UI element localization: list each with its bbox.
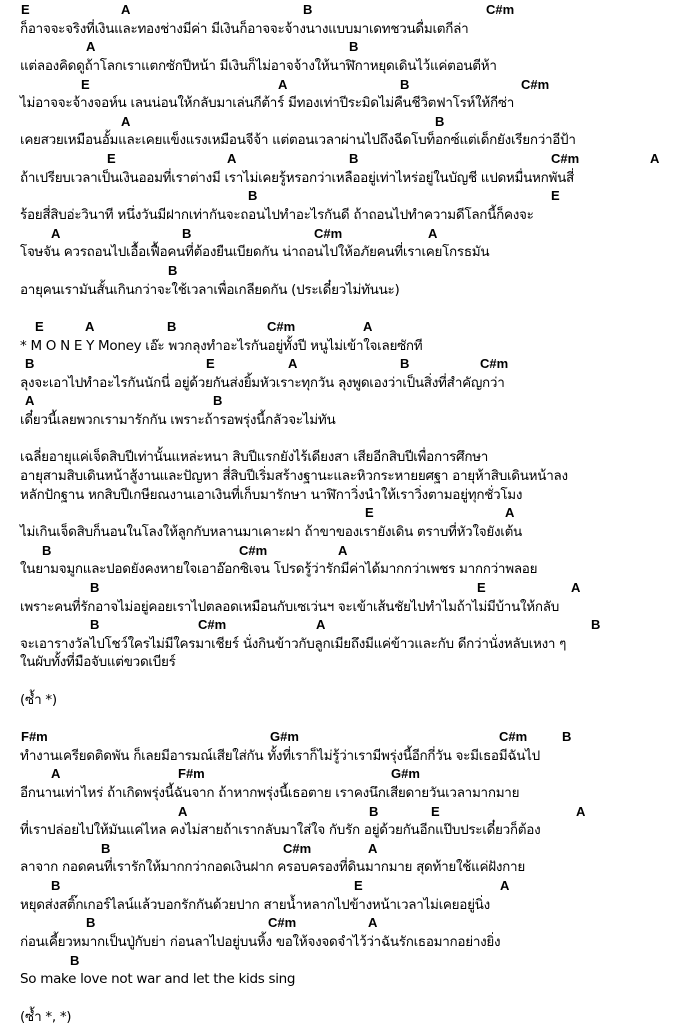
chord-symbol: A bbox=[121, 2, 131, 17]
chord-line bbox=[0, 262, 680, 281]
chord-symbol: B bbox=[562, 728, 572, 744]
chord-symbol: C#m bbox=[198, 617, 227, 633]
chord-line bbox=[0, 765, 680, 784]
chord-symbol: C#m bbox=[239, 542, 268, 558]
chord-line bbox=[0, 840, 680, 859]
lyric-line: So make love not war and let the kids sing bbox=[20, 971, 296, 988]
chord-symbol: F#m bbox=[178, 766, 205, 782]
chord-symbol: B bbox=[25, 356, 35, 372]
chord-symbol: C#m bbox=[314, 225, 343, 241]
chord-line bbox=[0, 914, 680, 933]
chord-symbol: A bbox=[363, 318, 373, 334]
lyric-line: ลุงจะเอาไปทำอะไรกันนักนี่ อยู่ด้วยกันส่งยิ้มหัวเราะทุกวัน ลุงพูดเองว่าเป็นสิ่งที่สำคัญกว่า bbox=[20, 374, 505, 391]
chord-symbol: E bbox=[431, 803, 440, 819]
chord-symbol: C#m bbox=[268, 915, 297, 931]
lyric-line: แต่ลองคิดดูถ้าโลกเราแตกซักปีหน้า มีเงินก็ไม่อาจจ้างให้นาฬิกาหยุดเดินไว้แค่ตอนตีห้า bbox=[20, 57, 497, 74]
lyric-line: เฉลี่ยอายุแค่เจ็ดสิบปีเท่านั้นแหล่ะหนา สิบปีแรกยังไร้เดียงสา เสียอีกสิบปีเพื่อการศึกษา bbox=[20, 449, 489, 466]
chord-symbol: A bbox=[505, 505, 515, 521]
chord-symbol: A bbox=[278, 76, 288, 92]
chord-symbol: E bbox=[354, 878, 363, 894]
chord-line bbox=[0, 504, 680, 523]
chord-line bbox=[0, 225, 680, 244]
blank-line bbox=[0, 299, 680, 318]
chord-line bbox=[0, 392, 680, 411]
chord-symbol: A bbox=[650, 151, 660, 167]
chord-symbol: E bbox=[365, 505, 374, 521]
chord-symbol: B bbox=[303, 2, 313, 17]
chord-symbol: G#m bbox=[391, 766, 420, 782]
chord-symbol: B bbox=[591, 617, 601, 633]
lyric-line: เพราะคนที่รักอาจไม่อยู่คอยเราไปตลอดเหมือนกับเซเว่นฯ จะเข้าเส้นชัยไปทำไมถ้าไม่มีบ้านให้กลับ bbox=[20, 598, 560, 615]
chord-line bbox=[0, 542, 680, 561]
lyric-line: ในผับทั้งที่มือจับแต่ขวดเบียร์ bbox=[20, 654, 176, 671]
chord-symbol: A bbox=[178, 803, 188, 819]
chord-symbol: B bbox=[349, 151, 359, 167]
chord-symbol: B bbox=[70, 952, 80, 968]
chord-symbol: B bbox=[400, 76, 410, 92]
lyric-line: หยุดส่งสติ๊กเกอร์ไลน์แล้วบอกรักกันด้วยปาก สายน้ำหลากไปข้างหน้าเวลาไม่เคยอยู่นิ่ง bbox=[20, 896, 490, 913]
blank-line bbox=[0, 430, 680, 449]
chord-symbol: A bbox=[85, 318, 95, 334]
chord-symbol: E bbox=[206, 356, 215, 372]
chord-symbol: B bbox=[168, 262, 178, 278]
chord-symbol: A bbox=[51, 225, 61, 241]
chord-symbol: A bbox=[86, 39, 96, 55]
chord-line bbox=[0, 616, 680, 635]
chord-line bbox=[0, 318, 680, 337]
chord-line bbox=[0, 579, 680, 598]
blank-line bbox=[0, 989, 680, 1008]
lyric-line: ก่อนเคี้ยวหมากเป็นปู่กับย่า ก่อนลาไปอยู่บนหิ้ง ขอให้จงจดจำไว้ว่าฉันรักเธอมากอย่างยิ่ง bbox=[20, 934, 501, 951]
chord-symbol: B bbox=[400, 356, 410, 372]
chord-symbol: A bbox=[316, 617, 326, 633]
chord-line bbox=[0, 355, 680, 374]
chord-symbol: C#m bbox=[480, 356, 509, 372]
chord-line bbox=[0, 952, 680, 971]
lyric-line: ไม่เกินเจ็ดสิบก็นอนในโลงให้ลูกกับหลานมาเคาะฝา ถ้าขาของเรายังเดิน ตราบที่หัวใจยังเต้น bbox=[20, 523, 522, 540]
lyric-line: เดี๋ยวนี้เลยพวกเรามารักกัน เพราะถ้ารอพรุ่งนี้กลัวจะไม่ทัน bbox=[20, 412, 336, 429]
blank-line bbox=[0, 709, 680, 728]
chord-symbol: A bbox=[288, 356, 298, 372]
chord-symbol: E bbox=[21, 2, 30, 17]
chord-symbol: A bbox=[571, 579, 581, 595]
chord-line bbox=[0, 113, 680, 132]
chord-symbol: A bbox=[51, 766, 61, 782]
chord-symbol: B bbox=[167, 318, 177, 334]
chord-symbol: B bbox=[51, 878, 61, 894]
chord-symbol: A bbox=[500, 878, 510, 894]
lyric-line: ไม่อาจจะจ้างจอห์น เลนน่อนให้กลับมาเล่นกีต้าร์ มีทองเท่าปีระมิดไม่คืนชีวิตฟาโรห์ให้กีซ่า bbox=[20, 95, 515, 112]
chord-symbol: C#m bbox=[499, 728, 528, 744]
chord-symbol: E bbox=[81, 76, 90, 92]
chord-symbol: B bbox=[369, 803, 379, 819]
chord-line bbox=[0, 187, 680, 206]
chord-symbol: B bbox=[248, 188, 258, 204]
lyric-line: ที่เราปล่อยไปให้มันแค่ไหล คงไม่สายถ้าเรากลับมาใส่ใจ กับรัก อยู่ด้วยกันอีกแป๊บประเดี๋ยวก็ต้อง bbox=[20, 822, 541, 839]
blank-line bbox=[0, 672, 680, 691]
lyric-line: ร้อยสี่สิบอ่ะวินาที หนึ่งวันมีฝากเท่ากันจะถอนไปทำอะไรกันดี ถ้าถอนไปทำความดีโลกนี้ก็คงจะ bbox=[20, 207, 534, 224]
chord-symbol: A bbox=[428, 225, 438, 241]
lyric-line: ก็อาจจะจริงที่เงินและทองช่างมีค่า มีเงินก็อาจจะจ้างนางแบบมาเดทชวนดื่มเตกีล่า bbox=[20, 20, 469, 37]
chord-line bbox=[0, 38, 680, 57]
chord-line bbox=[0, 76, 680, 95]
chord-symbol: C#m bbox=[283, 840, 312, 856]
chord-symbol: A bbox=[576, 803, 586, 819]
lyric-line: จะเอารางวัลไปโชว์ใครไม่มีใครมาเชียร์ นั่งกินข้าวกับลูกเมียถึงมีแค่ข้าวและกับ ดีกว่านั่งหลับเหงา ๆ bbox=[20, 635, 567, 652]
lyric-line: * M O N E Y Money เอ๊ะ พวกลุงทำอะไรกันอยู่ทั้งปี หนูไม่เข้าใจเลยซักที bbox=[20, 337, 423, 354]
chord-symbol: B bbox=[213, 393, 223, 409]
chord-symbol: B bbox=[90, 579, 100, 595]
chord-symbol: C#m bbox=[551, 151, 580, 167]
lyric-line: ลาจาก กอดคนที่เรารักให้มากกว่ากอดเงินฝาก ครอบครองที่ดินมากมาย สุดท้ายใช้แค่ฝังกาย bbox=[20, 859, 525, 876]
chord-line bbox=[0, 877, 680, 896]
lyric-line: หลักปักฐาน หกสิบปีเกษียณงานเอาเงินที่เก็บมารักษา นาฬิกาวิ่งนำให้เราวิ่งตามอยู่ทุกชั่วโมง bbox=[20, 486, 523, 503]
chord-symbol: B bbox=[101, 840, 111, 856]
chord-symbol: A bbox=[368, 915, 378, 931]
lyric-line: อีกนานเท่าไหร่ ถ้าเกิดพรุ่งนี้ฉันจาก ถ้าหากพรุ่งนี้เธอตาย เราคงนึกเสียดายวันเวลามากมาย bbox=[20, 784, 520, 801]
chord-symbol: B bbox=[42, 542, 52, 558]
chord-line bbox=[0, 728, 680, 747]
chord-symbol: E bbox=[551, 188, 560, 204]
chord-symbol: E bbox=[477, 579, 486, 595]
chord-symbol: F#m bbox=[21, 728, 48, 744]
lyric-line: ถ้าเปรียบเวลาเป็นเงินออมที่เราต่างมี เราไม่เคยรู้หรอกว่าเหลืออยู่เท่าไหร่อยู่ในบัญชี แปดหมื่นหกพันสี่ bbox=[20, 169, 574, 186]
chord-sheet bbox=[0, 1, 680, 1026]
chord-symbol: A bbox=[338, 542, 348, 558]
chord-symbol: C#m bbox=[267, 318, 296, 334]
chord-symbol: A bbox=[227, 151, 237, 167]
lyric-line: โจษจัน ควรถอนไปเอื้อเฟื้อคนที่ต้องยืนเบียดกัน น่าถอนไปให้อภัยคนที่เราเคยโกรธมัน bbox=[20, 244, 490, 261]
chord-symbol: E bbox=[35, 318, 44, 334]
lyric-line: อายุสามสิบเดินหน้าสู้งานและปัญหา สี่สิบปีเริ่มสร้างฐานะและหิวกระหายยศฐา อายุห้าสิบเดินหน้าลง bbox=[20, 468, 568, 485]
chord-symbol: B bbox=[349, 39, 359, 55]
lyric-line: อายุคนเรามันสั้นเกินกว่าจะใช้เวลาเพื่อเกลียดกัน (ประเดี๋ยวไม่ทันนะ) bbox=[20, 281, 400, 298]
lyric-line: ในยามจมูกและปอดยังคงหายใจเอาอ๊อกซิเจน โปรดรู้ว่ารักมีค่าได้มากกว่าเพชร มากกว่าพลอย bbox=[20, 561, 538, 578]
lyric-line: เคยสวยเหมือนอั้มและเคยแข็งแรงเหมือนจีจ้า แต่ตอนเวลาผ่านไปถึงฉีดโบท็อกซ์แต่เด็กยังเรียกว่าอีป้า bbox=[20, 132, 576, 149]
chord-symbol: C#m bbox=[521, 76, 550, 92]
lyric-line: (ซ้ำ *, *) bbox=[20, 1008, 72, 1025]
chord-symbol: A bbox=[121, 113, 131, 129]
chord-symbol: B bbox=[182, 225, 192, 241]
chord-symbol: C#m bbox=[486, 2, 515, 17]
chord-symbol: B bbox=[90, 617, 100, 633]
chord-line bbox=[0, 803, 680, 822]
chord-symbol: B bbox=[435, 113, 445, 129]
lyric-line: (ซ้ำ *) bbox=[20, 691, 57, 708]
chord-symbol: E bbox=[107, 151, 116, 167]
chord-symbol: B bbox=[86, 915, 96, 931]
chord-line bbox=[0, 150, 680, 169]
chord-symbol: G#m bbox=[270, 728, 299, 744]
lyric-line: ทำงานเครียดติดพัน ก็เลยมีอารมณ์เสียใส่กัน ทั้งที่เราก็ไม่รู้ว่าเรามีพรุ่งนี้อีกกี่วัน จะมีเธอมีฉันไป bbox=[20, 747, 540, 764]
chord-symbol: A bbox=[25, 393, 35, 409]
chord-symbol: A bbox=[368, 840, 378, 856]
chord-line bbox=[0, 1, 680, 20]
